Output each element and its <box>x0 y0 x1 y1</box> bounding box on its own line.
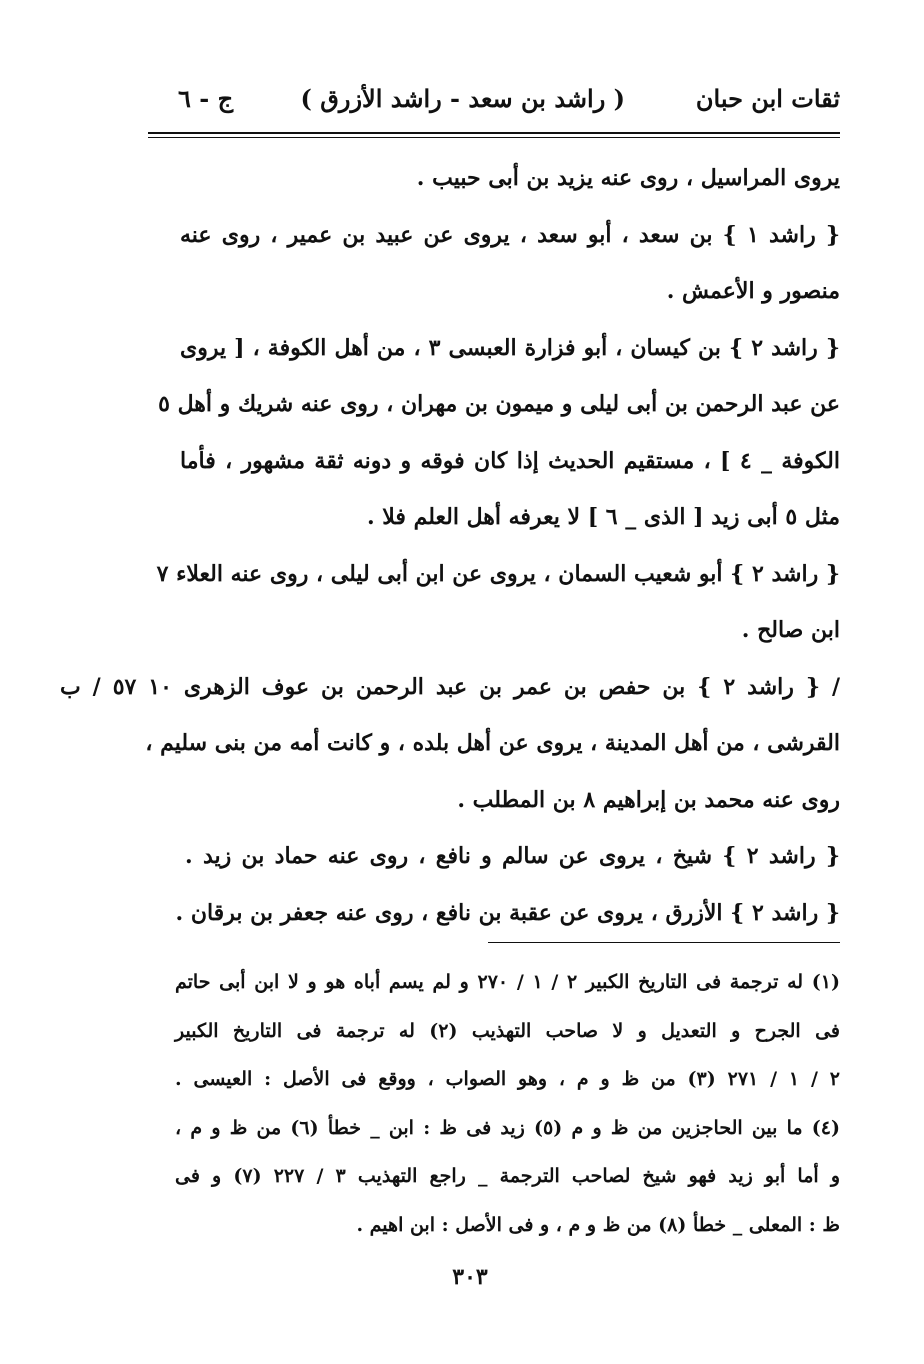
footnote-divider <box>488 942 840 943</box>
text-line: / { راشد ٢ } بن حفص بن عمر بن عبد الرحمن بن عوف الزهرى ١٠ ٥٧ / ب <box>60 673 840 700</box>
text-line: { راشد ٢ } الأزرق ، يروى عن عقبة بن نافع ، روى عنه جعفر بن برقان . <box>175 899 840 926</box>
footnote-line: (٤) ما بين الحاجزين من ظ و م (٥) زيد فى ظ : ابن _ خطأ (٦) من ظ و م ، <box>175 1116 840 1139</box>
text-line: القرشى ، من أهل المدينة ، يروى عن أهل بلده ، و كانت أمه من بنى سليم ، <box>145 730 840 756</box>
text-line: ابن صالح . <box>741 617 840 643</box>
page-number: ٣٠٣ <box>452 1264 488 1290</box>
header-divider <box>148 132 840 138</box>
text-line: { راشد ٢ } بن كيسان ، أبو فزارة العبسى ٣ ، من أهل الكوفة ، [ يروى <box>180 334 840 361</box>
text-line: يروى المراسيل ، روى عنه يزيد بن أبى حبيب . <box>416 165 840 191</box>
book-title: ثقات ابن حبان <box>695 84 840 113</box>
text-line: منصور و الأعمش . <box>666 278 840 304</box>
running-header <box>150 78 840 122</box>
text-line: عن عبد الرحمن بن أبى ليلى و ميمون بن مهران ، روى عنه شريك و أهل ٥ <box>158 391 840 417</box>
text-line: روى عنه محمد بن إبراهيم ٨ بن المطلب . <box>457 786 840 813</box>
text-line: { راشد ٢ } شيخ ، يروى عن سالم و نافع ، روى عنه حماد بن زيد . <box>185 843 840 869</box>
text-line: مثل ٥ أبى زيد [ الذى _ ٦ ] لا يعرفه أهل العلم فلا . <box>366 504 840 530</box>
footnote-line: و أما أبو زيد فهو شيخ لصاحب الترجمة _ راجع التهذيب ٣ / ٢٢٧ (٧) و فى <box>175 1165 840 1187</box>
text-line: { راشد ١ } بن سعد ، أبو سعد ، يروى عن عبيد بن عمير ، روى عنه <box>180 221 840 248</box>
footnotes <box>175 958 840 1249</box>
section-title: ( راشد بن سعد - راشد الأزرق ) <box>300 84 625 113</box>
footnote-line: (١) له ترجمة فى التاريخ الكبير ٢ / ١ / ٢٧٠ و لم يسم أباه هو و لا ابن أبى حاتم <box>175 971 841 993</box>
main-text <box>60 150 840 941</box>
footnote-line: فى الجرح و التعديل و لا صاحب التهذيب (٢) له ترجمة فى التاريخ الكبير <box>175 1019 841 1042</box>
footnote-line: ظ : المعلى _ خطأ (٨) من ظ و م ، و فى الأصل : ابن اهيم . <box>356 1213 840 1236</box>
volume-label: ج - ٦ <box>178 84 234 113</box>
text-line: الكوفة _ ٤ ] ، مستقيم الحديث إذا كان فوقه و دونه ثقة مشهور ، فأما <box>180 447 840 474</box>
text-line: { راشد ٢ } أبو شعيب السمان ، يروى عن ابن أبى ليلى ، روى عنه العلاء ٧ <box>156 560 840 587</box>
footnote-line: ٢ / ١ / ٢٧١ (٣) من ظ و م ، وهو الصواب ، ووقع فى الأصل : العيسى . <box>175 1068 841 1090</box>
